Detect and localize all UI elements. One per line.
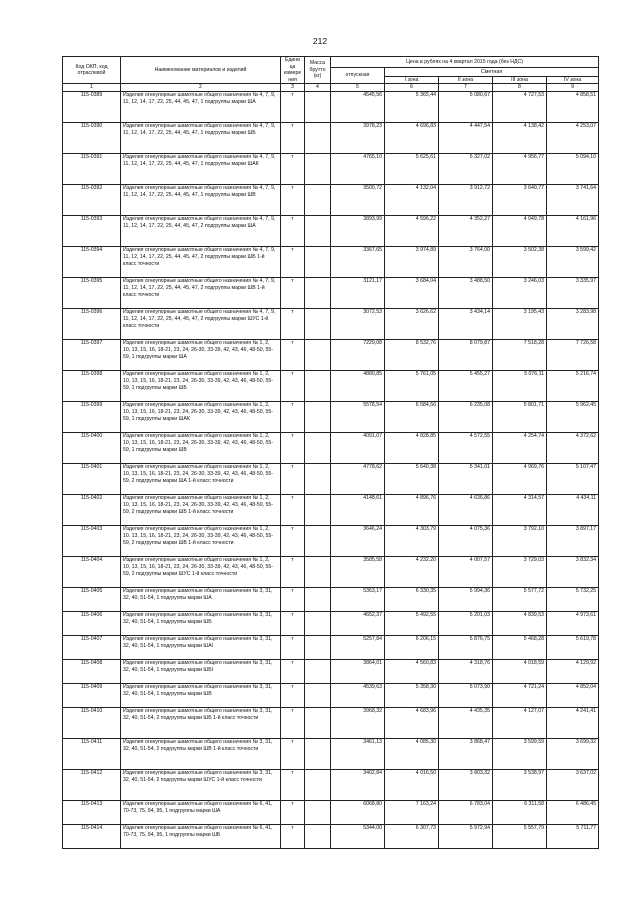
row-code: 115-0404 — [63, 557, 121, 588]
row-zone-4-price: 5 619,78 — [547, 636, 599, 660]
row-zone-3-price: 4 314,57 — [493, 495, 547, 526]
row-code: 115-0398 — [63, 371, 121, 402]
row-unit: т — [281, 588, 305, 612]
row-zone-4-price: 5 962,45 — [547, 402, 599, 433]
table-row — [63, 278, 599, 309]
row-release-price: 4539,63 — [331, 684, 385, 708]
row-code: 115-0413 — [63, 801, 121, 825]
row-release-price: 3072,53 — [331, 309, 385, 340]
row-name: Изделия огнеупорные шамотные общего назначения № 1, 2, 10, 13, 15, 16, 18-21, 23, 24, 26-30, 33-39, 42, 43, 46, 48-50, 55-59, 1 подгруппы марки ША — [121, 340, 281, 371]
header-mass-title: Масса брутто — [309, 60, 326, 73]
row-zone-2-price: 6 235,08 — [439, 402, 493, 433]
row-zone-1-price: 5 358,30 — [385, 684, 439, 708]
row-code: 115-0408 — [63, 660, 121, 684]
row-name: Изделия огнеупорные шамотные общего назначения № 4, 7, 9, 11, 12, 14, 17, 22, 25, 44, 45, 47, 1 подгруппы марки ШАК — [121, 154, 281, 185]
row-zone-2-price: 5 994,36 — [439, 588, 493, 612]
row-name: Изделия огнеупорные шамотные общего назначения № 1, 2, 10, 13, 15, 16, 18-21, 23, 24, 26-30, 33-39, 42, 43, 46, 48-50, 55-59, 2 подгруппы марки ШВ 1-й класс точности — [121, 526, 281, 557]
row-zone-2-price: 4 075,36 — [439, 526, 493, 557]
row-zone-1-price: 3 684,04 — [385, 278, 439, 309]
column-index: 6 — [385, 84, 439, 92]
row-release-price: 3864,01 — [331, 660, 385, 684]
table-row — [63, 660, 599, 684]
row-unit: т — [281, 801, 305, 825]
column-index: 1 — [63, 84, 121, 92]
table-row — [63, 495, 599, 526]
row-zone-1-price: 5 365,44 — [385, 92, 439, 123]
header-code: Код ОКП, код отраслевой — [63, 57, 121, 84]
row-name: Изделия огнеупорные шамотные общего назначения № 3, 31, 32, 40, 51-54, 1 подгруппы марки ШВ — [121, 684, 281, 708]
row-zone-1-price: 6 206,15 — [385, 636, 439, 660]
row-unit: т — [281, 557, 305, 588]
row-zone-2-price: 4 447,54 — [439, 123, 493, 154]
table-row — [63, 612, 599, 636]
row-zone-3-price: 5 801,71 — [493, 402, 547, 433]
row-zone-3-price: 4 721,24 — [493, 684, 547, 708]
row-zone-3-price: 4 956,77 — [493, 154, 547, 185]
row-zone-2-price: 4 572,55 — [439, 433, 493, 464]
row-zone-1-price: 6 307,73 — [385, 825, 439, 849]
row-unit: т — [281, 495, 305, 526]
row-release-price: 7229,08 — [331, 340, 385, 371]
row-zone-4-price: 4 129,92 — [547, 660, 599, 684]
row-code: 115-0409 — [63, 684, 121, 708]
row-mass — [305, 708, 331, 739]
row-mass — [305, 433, 331, 464]
row-zone-4-price: 5 732,25 — [547, 588, 599, 612]
table-row — [63, 588, 599, 612]
row-release-price: 4545,56 — [331, 92, 385, 123]
row-unit: т — [281, 464, 305, 495]
row-unit: т — [281, 340, 305, 371]
row-unit: т — [281, 278, 305, 309]
table-row — [63, 433, 599, 464]
row-zone-1-price: 8 532,76 — [385, 340, 439, 371]
row-zone-4-price: 3 741,64 — [547, 185, 599, 216]
table-row — [63, 402, 599, 433]
row-code: 115-0410 — [63, 708, 121, 739]
table-row — [63, 739, 599, 770]
table-row — [63, 464, 599, 495]
table-row — [63, 825, 599, 849]
row-zone-1-price: 7 163,24 — [385, 801, 439, 825]
row-name: Изделия огнеупорные шамотные общего назначения № 6, 41, 70-73, 75, 94, 95, 1 подгруппы марки ША — [121, 801, 281, 825]
row-zone-1-price: 4 896,76 — [385, 495, 439, 526]
row-zone-4-price: 3 335,97 — [547, 278, 599, 309]
row-zone-1-price: 4 560,83 — [385, 660, 439, 684]
row-name: Изделия огнеупорные шамотные общего назначения № 4, 7, 9, 11, 12, 14, 17, 22, 25, 44, 45, 47, 2 подгруппы марки ША — [121, 216, 281, 247]
row-unit: т — [281, 92, 305, 123]
row-zone-2-price: 5 972,94 — [439, 825, 493, 849]
row-name: Изделия огнеупорные шамотные общего назначения № 3, 31, 32, 40, 51-54, 1 подгруппы марки ША — [121, 588, 281, 612]
row-name: Изделия огнеупорные шамотные общего назначения № 3, 31, 32, 40, 51-54, 1 подгруппы марки ШАI — [121, 636, 281, 660]
row-unit: т — [281, 708, 305, 739]
page-number: 212 — [312, 36, 328, 46]
row-release-price: 4778,62 — [331, 464, 385, 495]
row-zone-1-price: 4 683,96 — [385, 708, 439, 739]
row-mass — [305, 123, 331, 154]
row-release-price: 4652,37 — [331, 612, 385, 636]
row-zone-3-price: 3 729,03 — [493, 557, 547, 588]
row-unit: т — [281, 154, 305, 185]
row-zone-1-price: 4 085,30 — [385, 739, 439, 770]
row-unit: т — [281, 825, 305, 849]
row-zone-1-price: 3 626,62 — [385, 309, 439, 340]
row-code: 115-0407 — [63, 636, 121, 660]
row-code: 115-0396 — [63, 309, 121, 340]
row-unit: т — [281, 371, 305, 402]
row-zone-2-price: 5 327,02 — [439, 154, 493, 185]
table-row — [63, 309, 599, 340]
row-zone-4-price: 5 094,10 — [547, 154, 599, 185]
row-zone-4-price: 3 699,32 — [547, 739, 599, 770]
row-name: Изделия огнеупорные шамотные общего назначения № 1, 2, 10, 13, 15, 16, 18-21, 23, 24, 26-30, 33-39, 42, 43, 46, 48-50, 55-59, 1 подгруппы марки ШВ — [121, 433, 281, 464]
row-zone-2-price: 5 876,75 — [439, 636, 493, 660]
row-name: Изделия огнеупорные шамотные общего назначения № 6, 41, 70-73, 75, 94, 95, 1 подгруппы марки ШБ — [121, 825, 281, 849]
row-zone-3-price: 4 254,74 — [493, 433, 547, 464]
row-zone-1-price: 6 330,35 — [385, 588, 439, 612]
row-unit: т — [281, 123, 305, 154]
row-zone-2-price: 3 764,00 — [439, 247, 493, 278]
row-name: Изделия огнеупорные шамотные общего назначения № 4, 7, 9, 11, 12, 14, 17, 22, 25, 44, 45, 47, 1 подгруппы марки ШБ — [121, 123, 281, 154]
row-name: Изделия огнеупорные шамотные общего назначения № 3, 31, 32, 40, 51-54, 1 подгруппы марки ШБ — [121, 612, 281, 636]
row-code: 115-0394 — [63, 247, 121, 278]
row-code: 115-0390 — [63, 123, 121, 154]
row-release-price: 3585,58 — [331, 557, 385, 588]
row-zone-1-price: 5 625,61 — [385, 154, 439, 185]
row-release-price: 3978,23 — [331, 123, 385, 154]
row-release-price: 5578,54 — [331, 402, 385, 433]
row-zone-4-price: 4 253,07 — [547, 123, 599, 154]
row-name: Изделия огнеупорные шамотные общего назначения № 3, 31, 32, 40, 51-54, 1 подгруппы марки ШБI — [121, 660, 281, 684]
table-row — [63, 247, 599, 278]
row-release-price: 3402,84 — [331, 770, 385, 801]
row-zone-4-price: 3 599,42 — [547, 247, 599, 278]
row-mass — [305, 770, 331, 801]
table-body — [63, 92, 599, 849]
row-code: 115-0393 — [63, 216, 121, 247]
row-mass — [305, 660, 331, 684]
row-release-price: 3461,13 — [331, 739, 385, 770]
row-zone-1-price: 5 640,38 — [385, 464, 439, 495]
row-zone-3-price: 4 127,07 — [493, 708, 547, 739]
row-mass — [305, 309, 331, 340]
row-zone-4-price: 7 726,58 — [547, 340, 599, 371]
row-zone-4-price: 5 216,74 — [547, 371, 599, 402]
table-row — [63, 770, 599, 801]
row-release-price: 4148,61 — [331, 495, 385, 526]
header-name: Наименование материалов и изделий — [121, 57, 281, 84]
row-zone-4-price: 3 897,17 — [547, 526, 599, 557]
row-zone-2-price: 5 455,27 — [439, 371, 493, 402]
header-mass — [305, 57, 331, 84]
row-name: Изделия огнеупорные шамотные общего назначения № 1, 2, 10, 13, 15, 16, 18-21, 23, 24, 26-30, 33-39, 42, 43, 46, 48-50, 55-59, 2 подгруппы марки ШБ 1-й класс точности — [121, 495, 281, 526]
row-zone-2-price: 8 079,87 — [439, 340, 493, 371]
row-release-price: 5363,17 — [331, 588, 385, 612]
row-name: Изделия огнеупорные шамотные общего назначения № 1, 2, 10, 13, 15, 16, 18-21, 23, 24, 26-30, 33-39, 42, 43, 46, 48-50, 55-59, 1 подгруппы марки ШБ — [121, 371, 281, 402]
header-price-group: Цена в рублях на 4 квартал 2015 года (без НДС) — [331, 57, 599, 68]
row-zone-2-price: 5 073,90 — [439, 684, 493, 708]
row-zone-1-price: 6 584,56 — [385, 402, 439, 433]
row-zone-4-price: 4 858,51 — [547, 92, 599, 123]
row-zone-3-price: 3 502,38 — [493, 247, 547, 278]
row-unit: т — [281, 185, 305, 216]
row-code: 115-0402 — [63, 495, 121, 526]
row-zone-3-price: 3 599,59 — [493, 739, 547, 770]
row-name: Изделия огнеупорные шамотные общего назначения № 3, 31, 32, 40, 51-54, 2 подгруппы марки ШУС 1-й класс точности — [121, 770, 281, 801]
row-zone-4-price: 5 711,77 — [547, 825, 599, 849]
table-row — [63, 185, 599, 216]
row-code: 115-0395 — [63, 278, 121, 309]
row-name: Изделия огнеупорные шамотные общего назначения № 3, 31, 32, 40, 51-54, 2 подгруппы марки ШВ 1-й класс точности — [121, 739, 281, 770]
row-zone-4-price: 6 486,45 — [547, 801, 599, 825]
row-zone-1-price: 4 016,50 — [385, 770, 439, 801]
row-zone-4-price: 5 107,47 — [547, 464, 599, 495]
row-release-price: 5344,00 — [331, 825, 385, 849]
row-release-price: 3367,65 — [331, 247, 385, 278]
row-code: 115-0399 — [63, 402, 121, 433]
row-zone-1-price: 3 974,89 — [385, 247, 439, 278]
table-row — [63, 340, 599, 371]
row-zone-2-price: 5 201,03 — [439, 612, 493, 636]
row-unit: т — [281, 216, 305, 247]
row-unit: т — [281, 309, 305, 340]
row-mass — [305, 402, 331, 433]
row-code: 115-0400 — [63, 433, 121, 464]
row-code: 115-0397 — [63, 340, 121, 371]
row-code: 115-0412 — [63, 770, 121, 801]
row-code: 115-0406 — [63, 612, 121, 636]
row-name: Изделия огнеупорные шамотные общего назначения № 4, 7, 9, 11, 12, 14, 17, 22, 25, 44, 45, 47, 1 подгруппы марки ШВ — [121, 185, 281, 216]
header-zone-4: IV зона — [547, 76, 599, 84]
row-name: Изделия огнеупорные шамотные общего назначения № 3, 31, 32, 40, 51-54, 2 подгруппы марки ШБ 1-й класс точности — [121, 708, 281, 739]
row-zone-4-price: 3 637,02 — [547, 770, 599, 801]
row-mass — [305, 340, 331, 371]
row-release-price: 3121,17 — [331, 278, 385, 309]
row-zone-2-price: 4 636,86 — [439, 495, 493, 526]
row-mass — [305, 526, 331, 557]
header-zone-1: I зона — [385, 76, 439, 84]
row-unit: т — [281, 247, 305, 278]
row-zone-3-price: 7 518,28 — [493, 340, 547, 371]
row-unit: т — [281, 636, 305, 660]
row-mass — [305, 612, 331, 636]
row-zone-3-price: 3 792,10 — [493, 526, 547, 557]
row-name: Изделия огнеупорные шамотные общего назначения № 4, 7, 9, 11, 12, 14, 17, 22, 25, 44, 45, 47, 2 подгруппы марки ШБ 1-й класс точности — [121, 247, 281, 278]
row-unit: т — [281, 526, 305, 557]
row-zone-3-price: 5 577,72 — [493, 588, 547, 612]
row-zone-3-price: 5 076,11 — [493, 371, 547, 402]
row-mass — [305, 278, 331, 309]
row-release-price: 3968,32 — [331, 708, 385, 739]
row-mass — [305, 588, 331, 612]
row-mass — [305, 185, 331, 216]
table-row — [63, 708, 599, 739]
row-zone-4-price: 4 973,61 — [547, 612, 599, 636]
row-code: 115-0401 — [63, 464, 121, 495]
row-release-price: 6068,80 — [331, 801, 385, 825]
row-unit: т — [281, 684, 305, 708]
row-zone-2-price: 4 007,57 — [439, 557, 493, 588]
row-mass — [305, 825, 331, 849]
row-mass — [305, 154, 331, 185]
row-unit: т — [281, 739, 305, 770]
table-header — [63, 57, 599, 92]
row-name: Изделия огнеупорные шамотные общего назначения № 4, 7, 9, 11, 12, 14, 17, 22, 25, 44, 45, 47, 2 подгруппы марки ШУС 1-й класс точности — [121, 309, 281, 340]
column-index: 9 — [547, 84, 599, 92]
row-zone-1-price: 5 492,55 — [385, 612, 439, 636]
row-zone-3-price: 4 727,53 — [493, 92, 547, 123]
row-zone-2-price: 3 803,32 — [439, 770, 493, 801]
row-mass — [305, 216, 331, 247]
row-zone-2-price: 5 080,67 — [439, 92, 493, 123]
row-mass — [305, 92, 331, 123]
row-mass — [305, 739, 331, 770]
row-code: 115-0391 — [63, 154, 121, 185]
row-name: Изделия огнеупорные шамотные общего назначения № 1, 2, 10, 13, 15, 16, 18-21, 23, 24, 26-30, 33-39, 42, 43, 46, 48-50, 55-59, 1 подгруппы марки ШАК — [121, 402, 281, 433]
row-code: 115-0405 — [63, 588, 121, 612]
row-zone-3-price: 4 839,53 — [493, 612, 547, 636]
column-index: 8 — [493, 84, 547, 92]
row-zone-3-price: 3 246,03 — [493, 278, 547, 309]
row-release-price: 3500,72 — [331, 185, 385, 216]
row-zone-4-price: 3 283,98 — [547, 309, 599, 340]
row-release-price: 3646,24 — [331, 526, 385, 557]
row-mass — [305, 636, 331, 660]
table-row — [63, 684, 599, 708]
row-zone-3-price: 5 468,28 — [493, 636, 547, 660]
row-zone-3-price: 3 640,77 — [493, 185, 547, 216]
row-zone-3-price: 3 538,97 — [493, 770, 547, 801]
row-zone-3-price: 6 311,58 — [493, 801, 547, 825]
table-row — [63, 526, 599, 557]
row-zone-4-price: 4 241,41 — [547, 708, 599, 739]
row-zone-1-price: 4 132,04 — [385, 185, 439, 216]
table-row — [63, 801, 599, 825]
row-mass — [305, 247, 331, 278]
row-mass — [305, 801, 331, 825]
row-zone-3-price: 4 138,42 — [493, 123, 547, 154]
row-zone-2-price: 4 435,35 — [439, 708, 493, 739]
header-mass-unit: (кг) — [313, 73, 322, 80]
column-index: 3 — [281, 84, 305, 92]
row-zone-2-price: 3 868,47 — [439, 739, 493, 770]
table-row — [63, 154, 599, 185]
row-release-price: 4765,10 — [331, 154, 385, 185]
row-name: Изделия огнеупорные шамотные общего назначения № 1, 2, 10, 13, 15, 16, 18-21, 23, 24, 26-30, 33-39, 42, 43, 46, 48-50, 55-59, 2 подгруппы марки ШУС 1-й класс точности — [121, 557, 281, 588]
row-zone-4-price: 4 434,11 — [547, 495, 599, 526]
row-zone-1-price: 4 596,22 — [385, 216, 439, 247]
row-code: 115-0411 — [63, 739, 121, 770]
header-unit: Едини ца измере ния — [281, 57, 305, 84]
row-zone-2-price: 4 352,27 — [439, 216, 493, 247]
row-code: 115-0392 — [63, 185, 121, 216]
row-zone-2-price: 3 912,72 — [439, 185, 493, 216]
column-index: 5 — [331, 84, 385, 92]
row-zone-4-price: 4 852,04 — [547, 684, 599, 708]
row-name: Изделия огнеупорные шамотные общего назначения № 4, 7, 9, 11, 12, 14, 17, 22, 25, 44, 45, 47, 1 подгруппы марки ША — [121, 92, 281, 123]
row-zone-3-price: 5 557,79 — [493, 825, 547, 849]
column-index: 7 — [439, 84, 493, 92]
row-release-price: 5257,84 — [331, 636, 385, 660]
table-row — [63, 557, 599, 588]
row-zone-2-price: 3 488,50 — [439, 278, 493, 309]
row-unit: т — [281, 612, 305, 636]
row-release-price: 4880,85 — [331, 371, 385, 402]
row-release-price: 4091,07 — [331, 433, 385, 464]
row-zone-2-price: 6 783,04 — [439, 801, 493, 825]
row-unit: т — [281, 402, 305, 433]
row-unit: т — [281, 770, 305, 801]
row-zone-2-price: 4 318,76 — [439, 660, 493, 684]
row-name: Изделия огнеупорные шамотные общего назначения № 1, 2, 10, 13, 15, 16, 18-21, 23, 24, 26-30, 33-39, 42, 43, 46, 48-50, 55-59, 2 подгруппы марки ША 1-й класс точности — [121, 464, 281, 495]
table-row — [63, 123, 599, 154]
table-row — [63, 92, 599, 123]
row-code: 115-0403 — [63, 526, 121, 557]
row-zone-4-price: 4 161,96 — [547, 216, 599, 247]
row-zone-1-price: 4 696,83 — [385, 123, 439, 154]
column-index: 4 — [305, 84, 331, 92]
row-mass — [305, 371, 331, 402]
row-release-price: 3893,99 — [331, 216, 385, 247]
column-index: 2 — [121, 84, 281, 92]
row-zone-3-price: 4 049,78 — [493, 216, 547, 247]
price-table — [62, 56, 599, 849]
row-mass — [305, 464, 331, 495]
table-row — [63, 371, 599, 402]
header-zone-3: III зона — [493, 76, 547, 84]
row-zone-3-price: 4 018,59 — [493, 660, 547, 684]
header-zone-2: II зона — [439, 76, 493, 84]
row-zone-1-price: 4 232,20 — [385, 557, 439, 588]
row-mass — [305, 684, 331, 708]
row-name: Изделия огнеупорные шамотные общего назначения № 4, 7, 9, 11, 12, 14, 17, 22, 25, 44, 45, 47, 2 подгруппы марки ШВ 1-й класс точности — [121, 278, 281, 309]
table-row — [63, 636, 599, 660]
row-zone-1-price: 5 761,05 — [385, 371, 439, 402]
header-release-price: отпускная — [331, 68, 385, 84]
row-zone-2-price: 3 434,14 — [439, 309, 493, 340]
row-zone-3-price: 3 195,43 — [493, 309, 547, 340]
column-index-row — [63, 84, 599, 92]
row-zone-2-price: 5 341,01 — [439, 464, 493, 495]
row-code: 115-0389 — [63, 92, 121, 123]
row-zone-1-price: 4 303,79 — [385, 526, 439, 557]
table-row — [63, 216, 599, 247]
row-unit: т — [281, 660, 305, 684]
row-zone-1-price: 4 828,85 — [385, 433, 439, 464]
row-mass — [305, 495, 331, 526]
row-mass — [305, 557, 331, 588]
row-code: 115-0414 — [63, 825, 121, 849]
header-estimate-price: Сметная — [385, 68, 599, 77]
row-zone-4-price: 4 372,62 — [547, 433, 599, 464]
row-unit: т — [281, 433, 305, 464]
row-zone-3-price: 4 969,76 — [493, 464, 547, 495]
row-zone-4-price: 3 832,34 — [547, 557, 599, 588]
